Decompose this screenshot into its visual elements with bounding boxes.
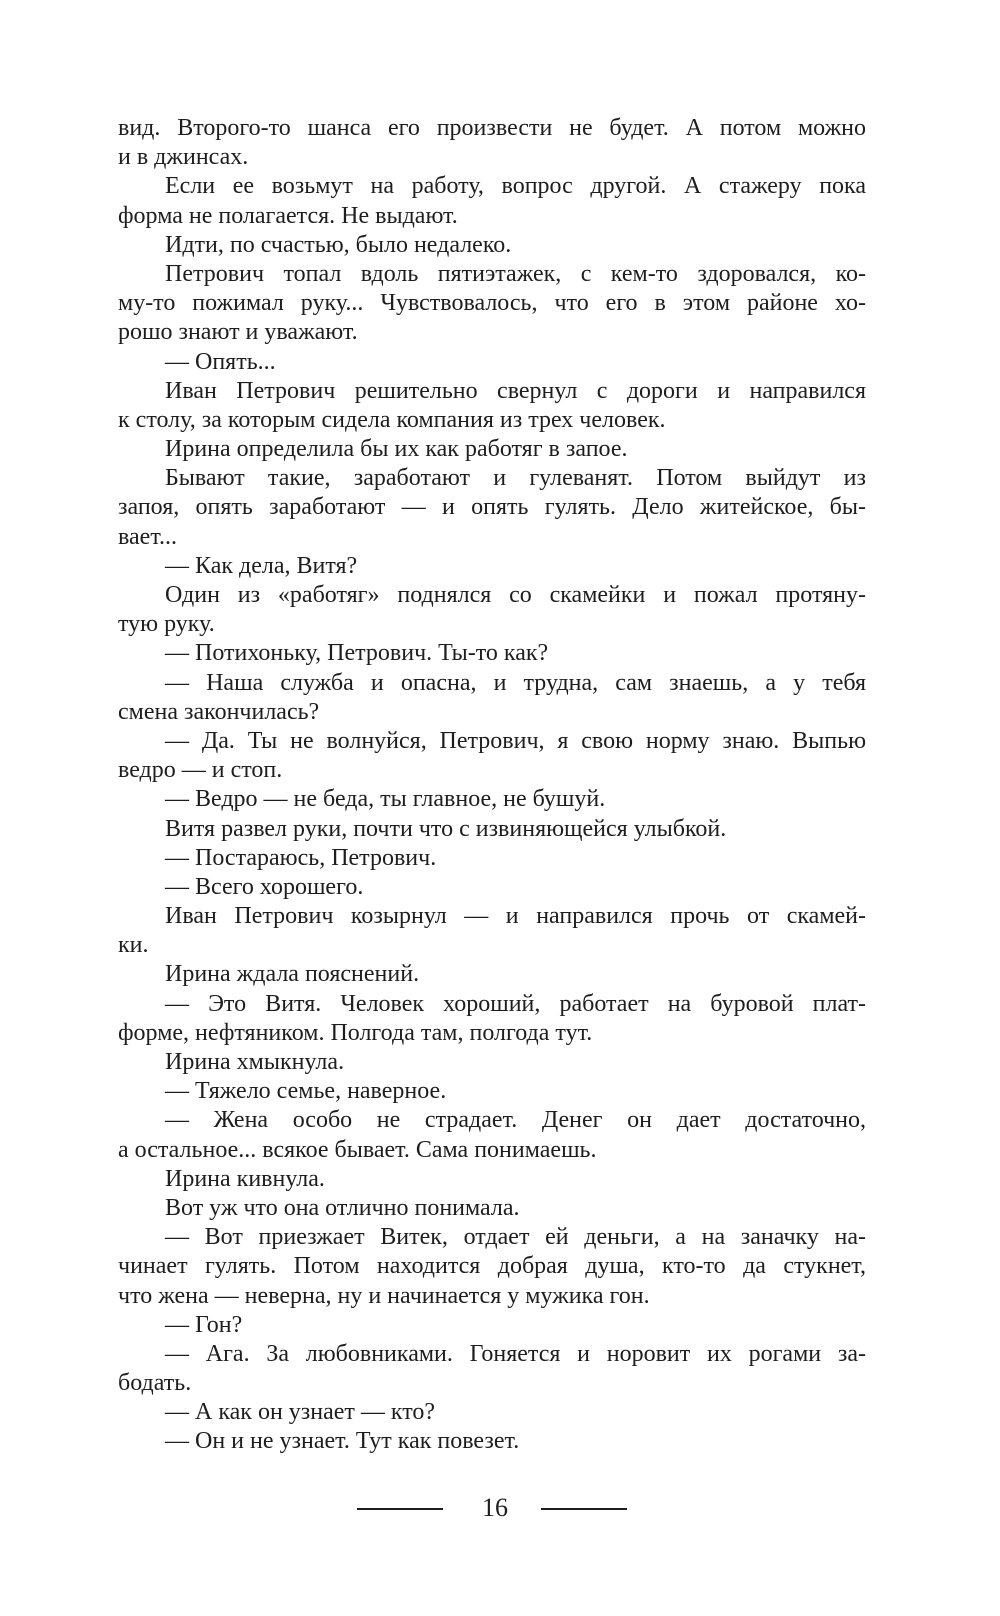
text-line: смена закончилась? (118, 698, 320, 725)
text-line: — Это Витя. Человек хороший, работает на буровой плат- (165, 990, 866, 1017)
text-line: — Ага. За любовниками. Гоняется и норовит их рогами за- (165, 1340, 866, 1367)
text-line: Иван Петрович козырнул — и направился прочь от скамей- (165, 903, 866, 930)
text-line: — Опять... (165, 348, 276, 375)
text-line: — Да. Ты не волнуйся, Петрович, я свою норму знаю. Выпью (165, 727, 866, 754)
page-number: 16 (482, 1493, 508, 1522)
text-line: форма не полагается. Не выдают. (118, 202, 458, 229)
text-line: запоя, опять заработают — и опять гулять. Дело житейское, бы- (118, 494, 866, 521)
text-line: — Всего хорошего. (165, 873, 364, 900)
text-line: тую руку. (118, 611, 215, 638)
text-line: Один из «работяг» поднялся со скамейки и пожал протяну- (165, 582, 866, 608)
text-line: вает... (118, 523, 178, 550)
text-line: Если ее возьмут на работу, вопрос другой. А стажеру пока (165, 173, 866, 200)
text-line: — Тяжело семье, наверное. (165, 1078, 447, 1105)
text-line: Ирина хмыкнула. (165, 1049, 345, 1075)
text-line: Ирина определила бы их как работяг в запое. (165, 436, 628, 463)
text-line: вид. Второго-то шанса его произвести не будет. А потом можно (118, 115, 866, 141)
text-line: му-то пожимал руку... Чувствовалось, что его в этом районе хо- (118, 290, 866, 317)
text-line: чинает гулять. Потом находится добрая душа, кто-то да стукнет, (118, 1253, 866, 1280)
body-text (118, 114, 866, 1457)
text-line: — Жена особо не страдает. Денег он дает достаточно, (165, 1107, 866, 1134)
text-line: что жена — неверна, ну и начинается у мужика гон. (118, 1282, 650, 1309)
text-line: ки. (118, 932, 149, 959)
text-line: бодать. (118, 1370, 192, 1397)
text-line: — Ведро — не беда, ты главное, не бушуй. (165, 786, 606, 813)
text-line: — Гон? (165, 1311, 243, 1338)
text-line: форме, нефтяником. Полгода там, полгода тут. (118, 1019, 593, 1046)
text-line: Ирина кивнула. (165, 1165, 325, 1192)
text-line: — Вот приезжает Витек, отдает ей деньги, а на заначку на- (165, 1224, 866, 1251)
text-line: Петрович топал вдоль пятиэтажек, с кем-то здоровался, ко- (165, 260, 866, 287)
footer-rule-right (541, 1508, 627, 1510)
text-line: к столу, за которым сидела компания из трех человек. (118, 406, 666, 433)
text-line: — А как он узнает — кто? (165, 1399, 436, 1426)
text-line: — Он и не узнает. Тут как повезет. (165, 1428, 520, 1455)
text-line: — Как дела, Витя? (165, 552, 358, 579)
text-line: Вот уж что она отлично понимала. (165, 1194, 520, 1221)
text-line: Идти, по счастью, было недалеко. (165, 231, 512, 258)
footer-rule-left (357, 1508, 443, 1510)
text-line: а остальное... всякое бывает. Сама понимаешь. (118, 1136, 597, 1163)
text-line: — Постараюсь, Петрович. (165, 844, 437, 871)
text-line: Витя развел руки, почти что с извиняющейся улыбкой. (165, 815, 727, 842)
page-footer (0, 1490, 1000, 1530)
text-line: Ирина ждала пояснений. (165, 961, 420, 988)
text-line: Иван Петрович решительно свернул с дороги и направился (165, 377, 866, 404)
text-line: Бывают такие, заработают и гулеванят. Потом выйдут из (165, 465, 866, 492)
text-line: — Потихоньку, Петрович. Ты-то как? (165, 640, 549, 667)
text-line: — Наша служба и опасна, и трудна, сам знаешь, а у тебя (165, 669, 866, 696)
text-line: рошо знают и уважают. (118, 319, 358, 346)
text-line: ведро — и стоп. (118, 757, 283, 784)
text-line: и в джинсах. (118, 144, 249, 171)
